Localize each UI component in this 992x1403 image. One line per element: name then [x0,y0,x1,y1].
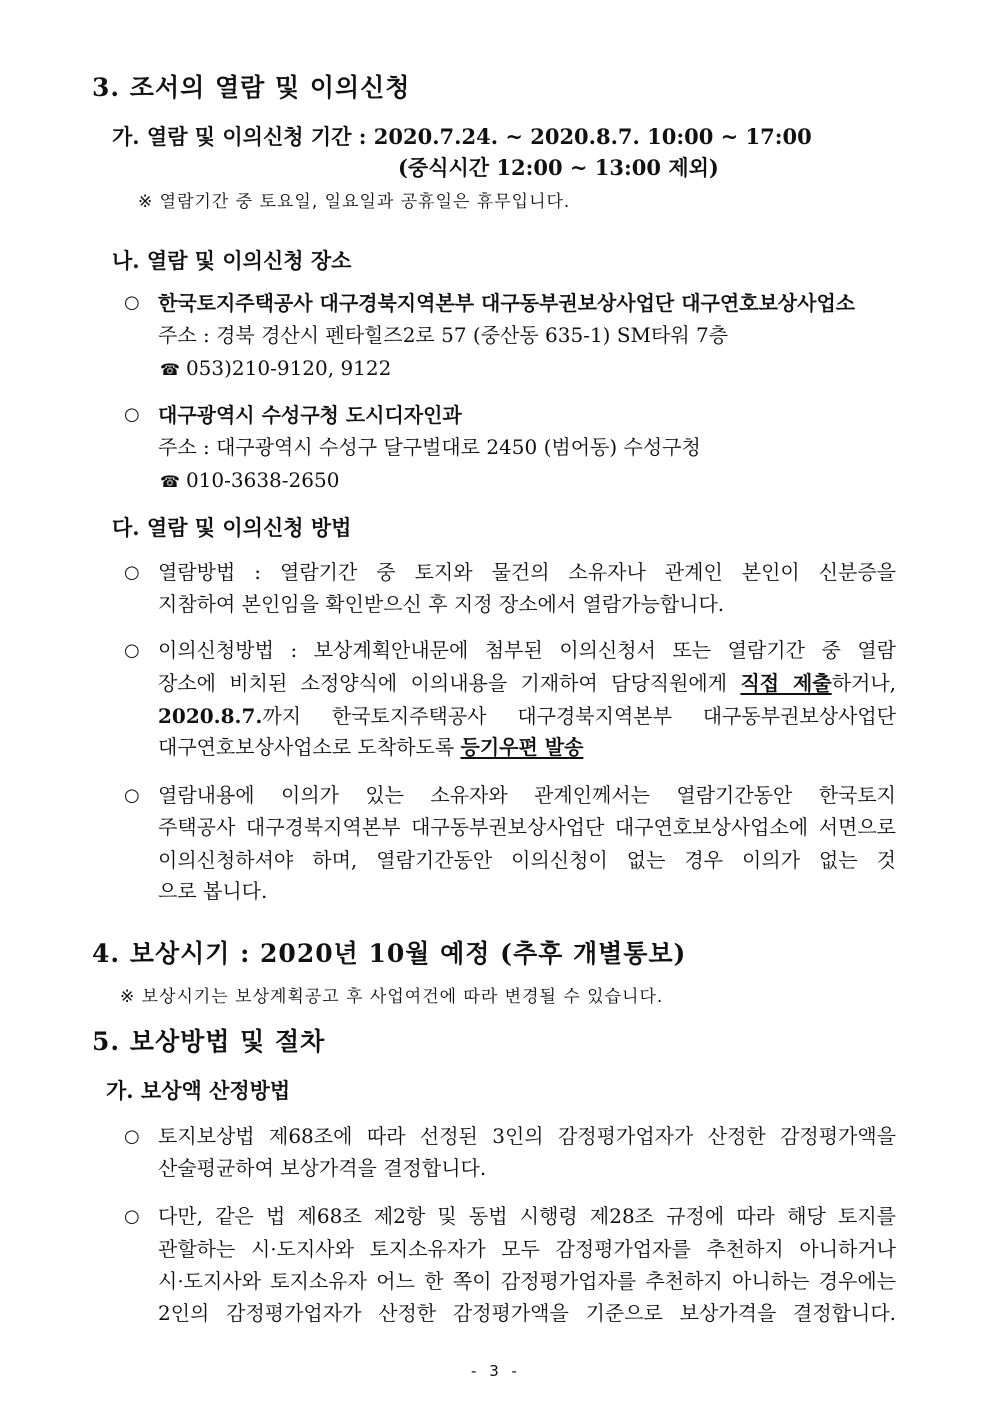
da-item2-line4-text: 대구연호보상사업소로 도착하도록 [158,735,461,759]
da-item2-line4 [158,732,583,762]
phone-icon: ☎ [160,472,180,491]
da-item2-line2-text: 장소에 비치된 소정양식에 이의내용을 기재하여 담당직원에게 [158,671,741,695]
page-number: - 3 - [471,1362,521,1380]
place2-phone: 010-3638-2650 [185,468,340,492]
place2-address: 주소 : 대구광역시 수성구 달구벌대로 2450 (범어동) 수성구청 [158,435,701,459]
bullet: ○ [124,785,140,806]
place2-phone-row [160,465,339,497]
phone-icon: ☎ [160,360,180,379]
place1-address: 주소 : 경북 경산시 펜타힐즈2로 57 (중산동 635-1) SM타워 7층 [158,323,729,347]
da-item3-line1: 열람내용에 이의가 있는 소유자와 관계인께서는 열람기간동안 한국토지 [158,783,896,807]
section-4-title: 4. 보상시기 : 2020년 10월 예정 (추후 개별통보) [92,939,687,968]
section-5-title: 5. 보상방법 및 절차 [92,1027,326,1056]
section-5-ga-title: 가. 보상액 산정방법 [106,1078,291,1103]
da-item3-line3: 이의신청하셔야 하며, 열람기간동안 이의신청이 없는 경우 이의가 없는 것 [158,848,896,872]
s5-item1-line1: 토지보상법 제68조에 따라 선정된 3인의 감정평가업자가 산정한 감정평가액을 [158,1124,896,1148]
da-item2-line2 [158,667,896,699]
place2-name: 대구광역시 수성구청 도시디자인과 [158,403,462,427]
bullet: ○ [124,404,140,425]
da-item3-line4: 으로 봅니다. [158,879,268,903]
da-item1-line2: 지참하여 본인임을 확인받으신 후 지정 장소에서 열람가능합니다. [158,592,725,616]
registered-mail-emphasis: 등기우편 발송 [460,735,584,759]
s5-item2-line3: 시·도지사와 토지소유자 어느 한 쪽이 감정평가업자를 추천하지 아니하는 경우에는 [158,1269,896,1293]
section-3-na-title: 나. 열람 및 이의신청 장소 [112,248,352,273]
da-item2-line3-text: 까지 한국토지주택공사 대구경북지역본부 대구동부권보상사업단 [262,704,896,728]
place1-name: 한국토지주택공사 대구경북지역본부 대구동부권보상사업단 대구연호보상사업소 [158,291,856,315]
bullet: ○ [124,562,140,583]
da-item1-line1: 열람방법 : 열람기간 중 토지와 물건의 소유자나 관계인 본인이 신분증을 [158,560,896,584]
s5-item1-line2: 산술평균하여 보상가격을 결정합니다. [158,1156,487,1180]
place1-phone-row [160,353,391,385]
bullet: ○ [124,292,140,313]
da-item3-line2: 주택공사 대구경북지역본부 대구동부권보상사업단 대구연호보상사업소에 서면으로 [158,815,896,839]
section-3-ga-note: ※ 열람기간 중 토요일, 일요일과 공휴일은 휴무입니다. [138,192,571,212]
s5-item2-line1: 다만, 같은 법 제68조 제2항 및 동법 시행령 제28조 규정에 따라 해당 토지를 [158,1204,896,1228]
deadline-date: 2020.8.7. [158,704,263,728]
bullet: ○ [124,640,140,661]
place1-phone: 053)210-9120, 9122 [185,356,392,380]
direct-submit-emphasis: 직접 제출 [740,671,832,695]
section-3-ga-line2: (중식시간 12:00 ~ 13:00 제외) [398,155,719,180]
section-3-title: 3. 조서의 열람 및 이의신청 [92,73,411,102]
da-item2-line1: 이의신청방법 : 보상계획안내문에 첨부된 이의신청서 또는 열람기간 중 열람 [158,638,896,662]
s5-item2-line4: 2인의 감정평가업자가 산정한 감정평가액을 기준으로 보상가격을 결정합니다. [158,1301,896,1325]
bullet: ○ [124,1126,140,1147]
s5-item2-line2: 관할하는 시·도지사와 토지소유자가 모두 감정평가업자를 추천하지 아니하거나 [158,1237,896,1261]
bullet: ○ [124,1206,140,1227]
section-3-da-title: 다. 열람 및 이의신청 방법 [112,515,352,540]
section-4-note: ※ 보상시기는 보상계획공고 후 사업여건에 따라 변경될 수 있습니다. [120,987,664,1007]
da-item2-line3 [158,700,896,732]
da-item2-line2-tail: 하거나, [831,671,896,695]
section-3-ga-line1: 가. 열람 및 이의신청 기간 : 2020.7.24. ~ 2020.8.7. 10:00 ~ 17:00 [112,124,812,149]
